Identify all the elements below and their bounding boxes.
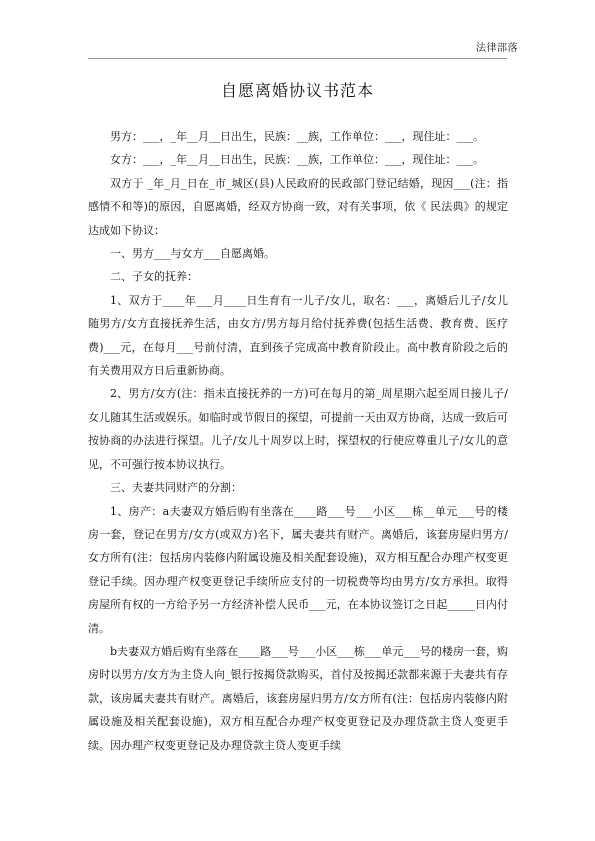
paragraph-child-custody: 1、双方于____年___月____日生育有一儿子/女儿，取名：___，离婚后儿子/女儿随男方/女方直接抚养生活，由女方/男方每月给付抚养费(包括生活费、教育费、医疗费)___元，在每月___号前付清，直到孩子完成高中教育阶段止。高中教育阶段之后的有关费用双方日后重新协商。: [88, 293, 508, 378]
document-title: 自愿离婚协议书范本: [220, 81, 374, 100]
paragraph-property-a: 1、房产：a夫妻双方婚后购有坐落在____路___号___小区___栋__单元___号的楼房一套，登记在男方/女方(或双方)名下，属夫妻共有财产。离婚后，该套房屋归男方/女方所有(注：包括房内装修内附属设施及相关配套设施)，双方相互配合办理产权变更登记手续。因办理产权变更登记手续所应支付的一切税费等均由男方/女方承担。取得房屋所有权的一方给予另一方经济补偿人民币___元，在本协议签订之日起_____日内付清。: [88, 504, 508, 635]
paragraph-preamble: 双方于 _年_月_日在_市_城区(县)人民政府的民政部门登记结婚，现因___(注：指感情不和等)的原因，自愿离婚，经双方协商一致，对有关事项，依《 民法典》的规定达成如下协议：: [88, 176, 508, 237]
paragraph-clause-3-heading: 三、夫妻共同财产的分割：: [110, 481, 242, 495]
paragraph-husband-info: 男方：___，_年__月__日出生，民族：__族，工作单位：___，现住址：___。: [110, 130, 484, 143]
paragraph-clause-2-heading: 二、子女的抚养：: [110, 270, 198, 284]
document-body: [88, 125, 508, 757]
paragraph-property-b: b夫妻双方婚后购有坐落在____路___号___小区___栋___单元___号的楼房一套，购房时以男方/女方为主贷人向_银行按揭贷款购买，首付及按揭还款都来源于夫妻共有存款，该房属夫妻共有财产。离婚后，该套房屋归男方/女方所有(注：包括房内装修内附属设施及相关配套设施)，双方相互配合办理产权变更登记及办理贷款主贷人变更手续。因办理产权变更登记及办理贷款主贷人变更手续: [88, 644, 508, 752]
paragraph-clause-1: 一、男方___与女方___自愿离婚。: [110, 247, 275, 261]
paragraph-wife-info: 女方：___，_年__月__日出生，民族：__族，工作单位：___，现住址：___。: [110, 153, 484, 167]
paragraph-visitation: 2、男方/女方(注：指未直接抚养的一方)可在每月的第_周星期六起至周日接儿子/女儿随其生活或娱乐。如临时或节假日的探望，可提前一天由双方协商，达成一致后可按协商的办法进行探望。儿子/女儿十周岁以上时，探望权的行使应尊重儿子/女儿的意见，不可强行按本协议执行。: [88, 387, 508, 471]
header-label: 法律部落: [476, 43, 518, 54]
header-divider: [88, 58, 507, 59]
